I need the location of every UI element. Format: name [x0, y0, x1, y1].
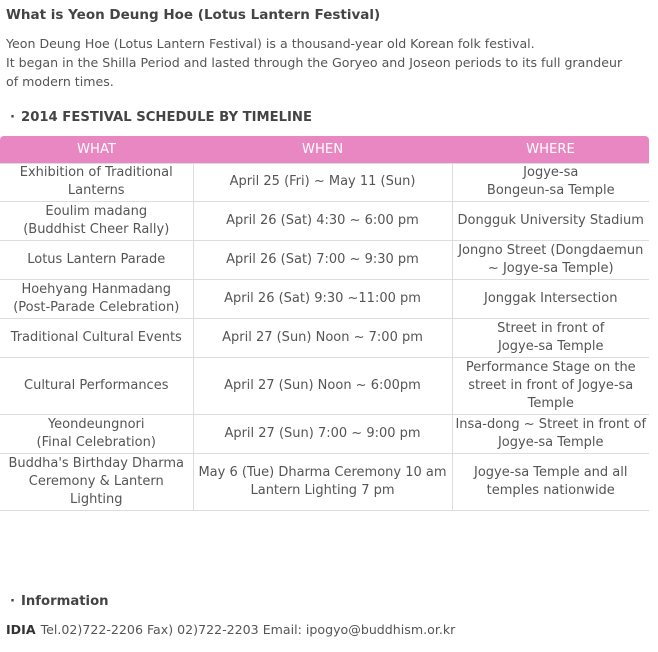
- cell-when: April 26 (Sat) 4:30 ~ 6:00 pm: [193, 201, 452, 240]
- table-row: [0, 163, 649, 201]
- bullet-icon: ·: [10, 110, 16, 125]
- table-row: [0, 414, 649, 453]
- cell-when: April 27 (Sun) Noon ~ 6:00pm: [193, 357, 452, 414]
- cell-where: Jongno Street (Dongdaemun ~ Jogye-sa Temple): [452, 240, 649, 279]
- cell-where: Performance Stage on the street in front of Jogye-sa Temple: [452, 357, 649, 414]
- cell-when: April 26 (Sat) 7:00 ~ 9:30 pm: [193, 240, 452, 279]
- cell-where: Street in front of Jogye-sa Temple: [452, 318, 649, 357]
- cell-where: Dongguk University Stadium: [452, 201, 649, 240]
- table-row: [0, 318, 649, 357]
- page-title: What is Yeon Deung Hoe (Lotus Lantern Festival): [6, 7, 381, 23]
- cell-what: Exhibition of Traditional Lanterns: [0, 163, 193, 201]
- cell-where: Jonggak Intersection: [452, 279, 649, 318]
- cell-when: April 27 (Sun) 7:00 ~ 9:00 pm: [193, 414, 452, 453]
- cell-where: Jogye-sa Bongeun-sa Temple: [452, 163, 649, 201]
- table-header-row: [0, 136, 649, 163]
- column-header-what: WHAT: [0, 136, 193, 163]
- intro-line: Yeon Deung Hoe (Lotus Lantern Festival) is a thousand-year old Korean folk festival.: [6, 36, 535, 51]
- cell-what: Hoehyang Hanmadang (Post-Parade Celebration): [0, 279, 193, 318]
- bullet-icon: ·: [10, 594, 16, 609]
- table-row: [0, 240, 649, 279]
- intro-line: of modern times.: [6, 74, 114, 89]
- cell-what: Yeondeungnori (Final Celebration): [0, 414, 193, 453]
- contact-details: Tel.02)722-2206 Fax) 02)722-2203 Email: ipogyo@buddhism.or.kr: [40, 622, 456, 637]
- cell-what: Traditional Cultural Events: [0, 318, 193, 357]
- schedule-table: [0, 136, 649, 511]
- cell-what: Eoulim madang (Buddhist Cheer Rally): [0, 201, 193, 240]
- information-heading-label: Information: [21, 594, 109, 609]
- table-row: [0, 453, 649, 510]
- schedule-heading-label: 2014 FESTIVAL SCHEDULE BY TIMELINE: [21, 110, 312, 125]
- organization-name: IDIA: [6, 622, 36, 637]
- column-header-where: WHERE: [452, 136, 649, 163]
- cell-when: April 25 (Fri) ~ May 11 (Sun): [193, 163, 452, 201]
- table-row: [0, 279, 649, 318]
- cell-when: May 6 (Tue) Dharma Ceremony 10 am Lantern Lighting 7 pm: [193, 453, 452, 510]
- cell-what: Buddha's Birthday Dharma Ceremony & Lantern Lighting: [0, 453, 193, 510]
- cell-what: Lotus Lantern Parade: [0, 240, 193, 279]
- column-header-when: WHEN: [193, 136, 452, 163]
- cell-when: April 26 (Sat) 9:30 ~11:00 pm: [193, 279, 452, 318]
- table-row: [0, 357, 649, 414]
- contact-info: [6, 622, 455, 637]
- cell-where: Insa-dong ~ Street in front of Jogye-sa Temple: [452, 414, 649, 453]
- intro-line: It began in the Shilla Period and lasted through the Goryeo and Joseon periods to its full grandeur: [6, 55, 623, 70]
- cell-what: Cultural Performances: [0, 357, 193, 414]
- information-heading: [10, 594, 109, 609]
- table-row: [0, 201, 649, 240]
- schedule-heading: [10, 110, 312, 125]
- intro-text: [6, 34, 658, 91]
- cell-when: April 27 (Sun) Noon ~ 7:00 pm: [193, 318, 452, 357]
- cell-where: Jogye-sa Temple and all temples nationwide: [452, 453, 649, 510]
